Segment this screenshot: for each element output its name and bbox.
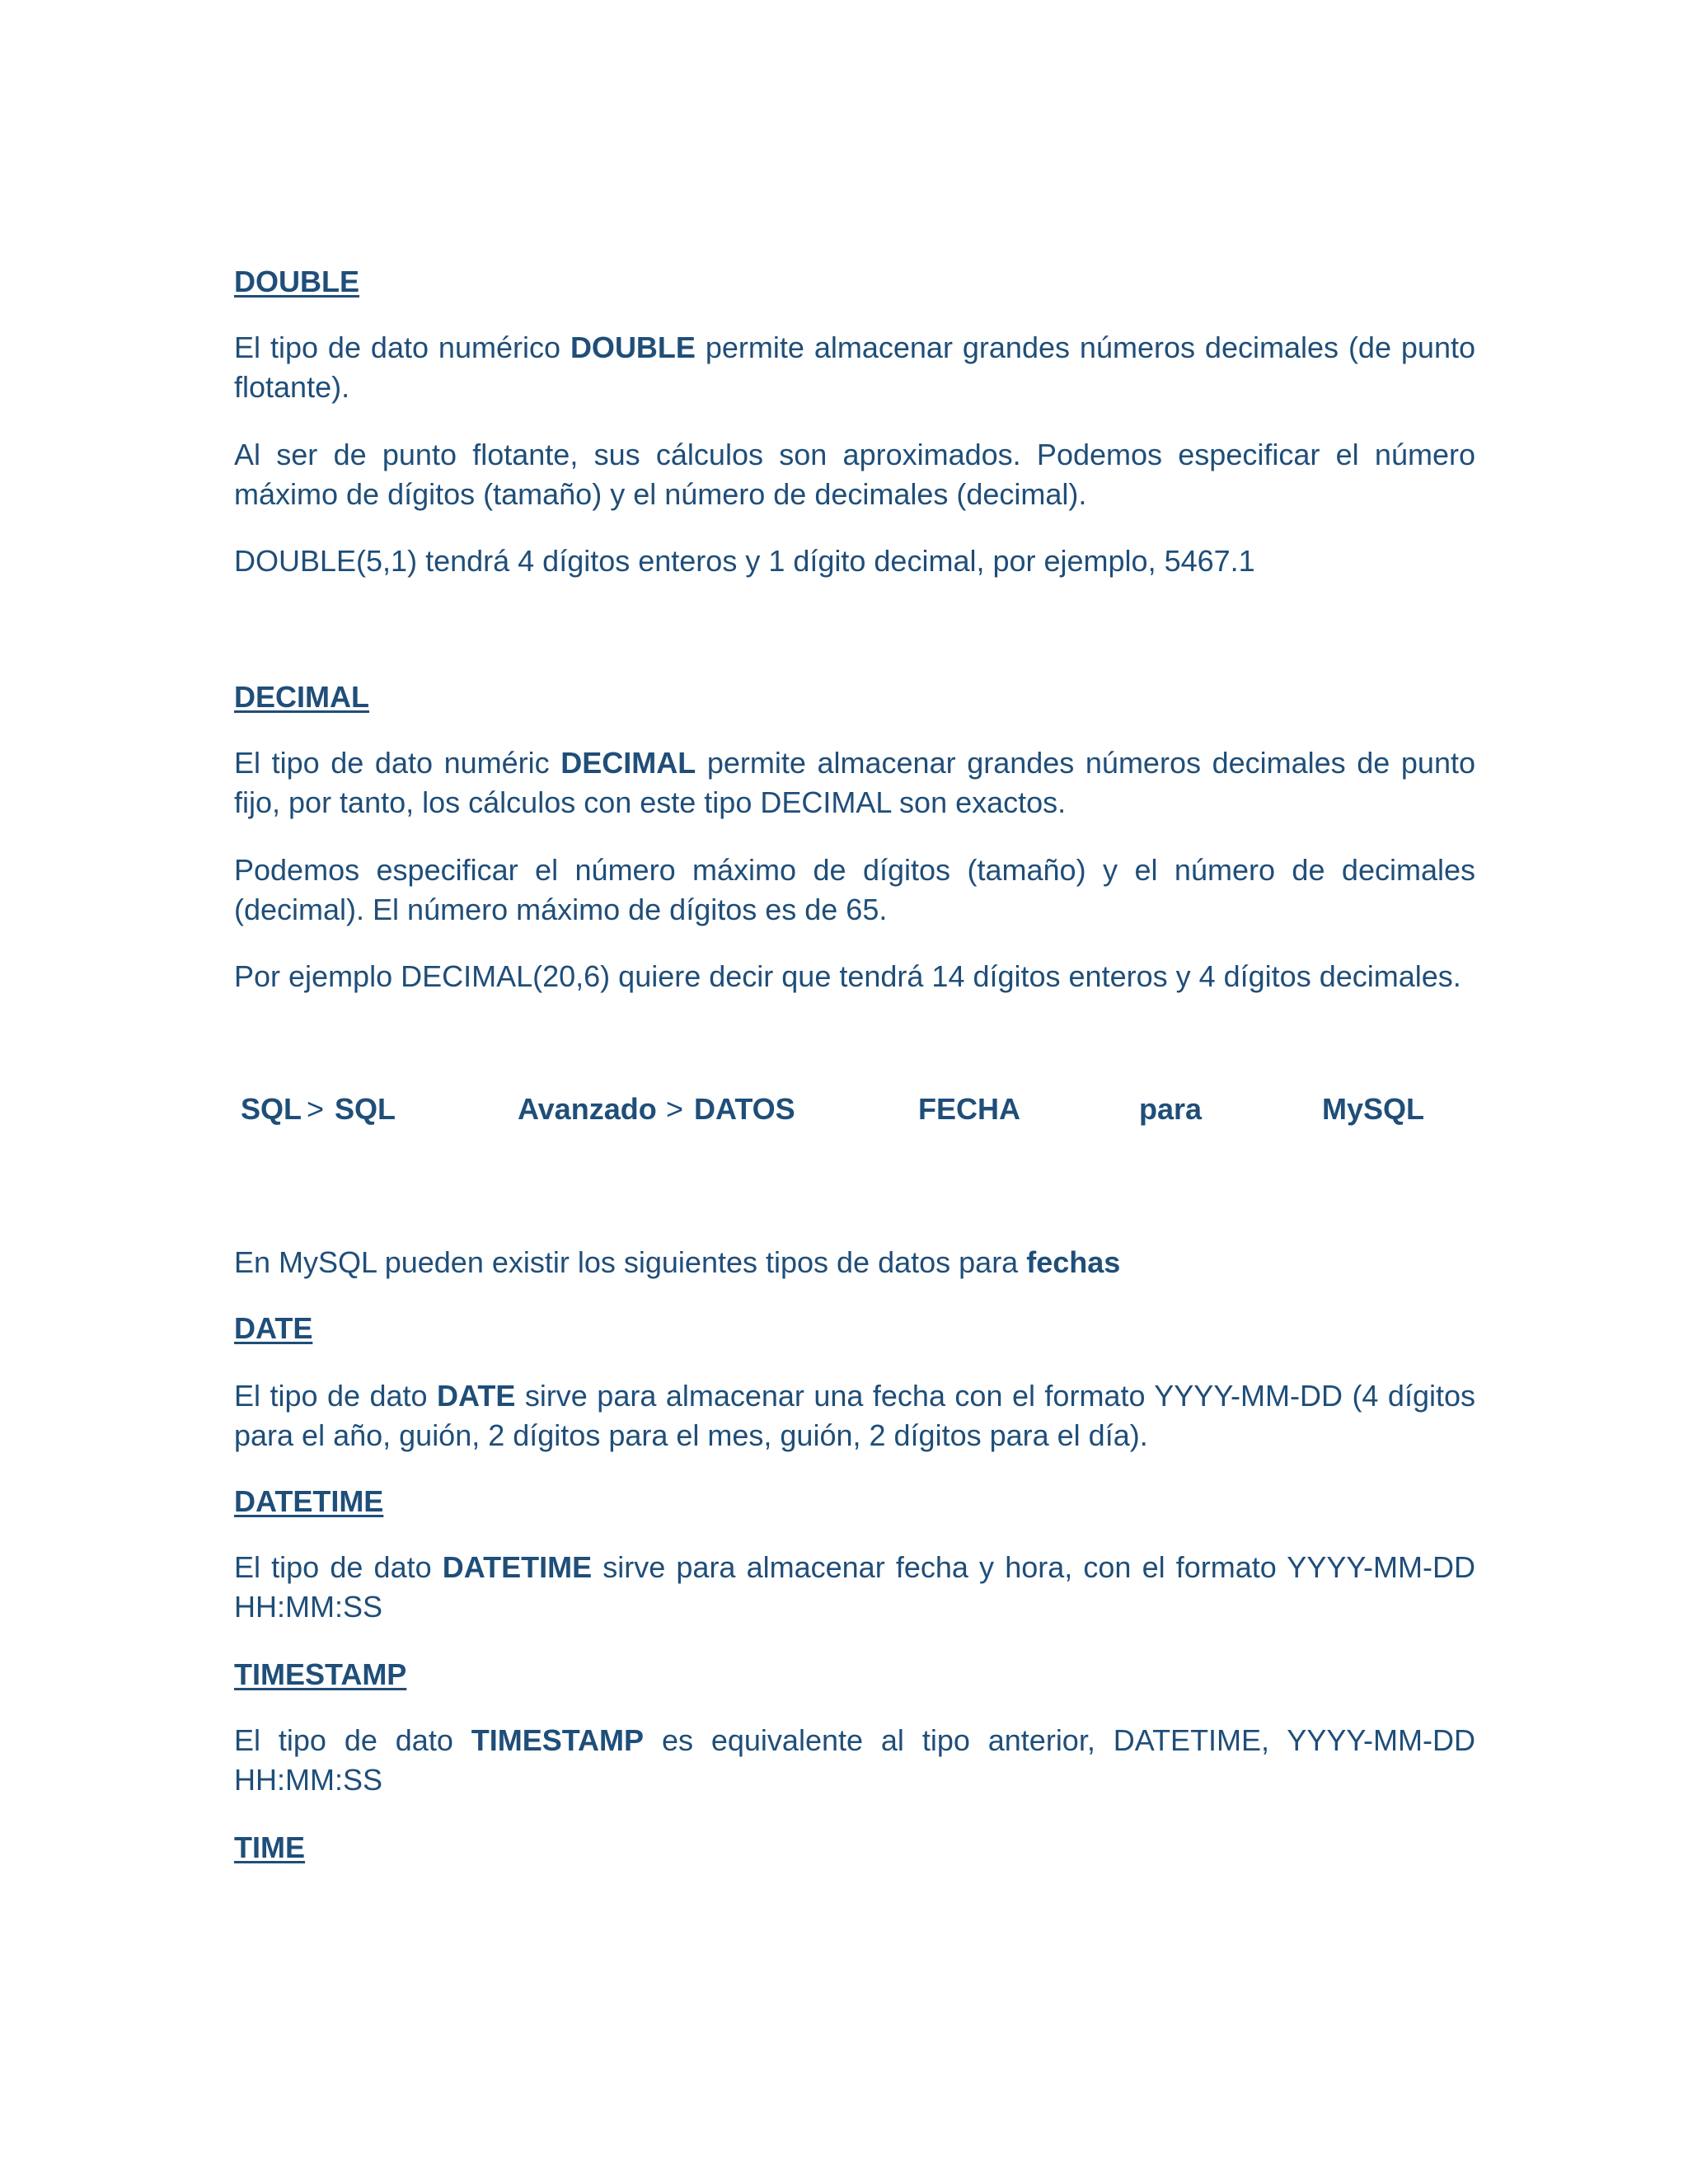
datetime-paragraph-1	[234, 1548, 1475, 1627]
breadcrumb-item-datos[interactable]: DATOS	[694, 1092, 795, 1126]
breadcrumb-item-para[interactable]: para	[1139, 1092, 1203, 1126]
breadcrumb-item-avanzado[interactable]: Avanzado	[518, 1092, 657, 1126]
date-p1-text-start: El tipo de dato	[234, 1379, 438, 1413]
double-p1-text-start: El tipo de dato numérico	[234, 330, 570, 364]
heading-timestamp: TIMESTAMP	[234, 1657, 407, 1691]
fechas-intro	[234, 1243, 1475, 1282]
timestamp-p1-text-start: El tipo de dato	[234, 1723, 471, 1757]
breadcrumb-item-mysql[interactable]: MySQL	[1322, 1092, 1425, 1126]
breadcrumb-item-sql-2[interactable]: SQL	[335, 1092, 396, 1126]
fechas-intro-bold: fechas	[1026, 1245, 1121, 1279]
double-paragraph-3: DOUBLE(5,1) tendrá 4 dígitos enteros y 1 dígito decimal, por ejemplo, 5467.1	[234, 544, 1255, 578]
double-p1-bold: DOUBLE	[570, 330, 696, 364]
heading-time: TIME	[234, 1830, 305, 1864]
decimal-paragraph-3: Por ejemplo DECIMAL(20,6) quiere decir que tendrá 14 dígitos enteros y 4 dígitos decimales.	[234, 959, 1461, 993]
breadcrumb-item-sql[interactable]: SQL	[241, 1092, 302, 1126]
date-p1-text-end: sirve para almacenar una fecha con el formato YYYY-MM-DD (4 dígitos para el año, guión, 2 dígitos para el mes, guión, 2 dígitos para el día).	[234, 1379, 1475, 1452]
decimal-paragraph-2: Podemos especificar el número máximo de dígitos (tamaño) y el número de decimales (decimal). El número máximo de dígitos es de 65.	[234, 853, 1475, 926]
breadcrumb-item-fecha[interactable]: FECHA	[918, 1092, 1020, 1126]
double-paragraph-2: Al ser de punto flotante, sus cálculos son aproximados. Podemos especificar el número máximo de dígitos (tamaño) y el número de decimales (decimal).	[234, 438, 1475, 511]
double-p1-text-end: permite almacenar grandes números decimales (de punto flotante).	[234, 330, 1476, 404]
heading-datetime: DATETIME	[234, 1484, 384, 1518]
decimal-p1-text-start: El tipo de dato numéric	[234, 746, 561, 780]
breadcrumb-separator: >	[307, 1092, 325, 1126]
timestamp-paragraph-1	[234, 1721, 1475, 1800]
datetime-p1-text-start: El tipo de dato	[234, 1550, 443, 1584]
breadcrumb-separator-2: >	[666, 1092, 684, 1126]
datetime-p1-text-end: sirve para almacenar fecha y hora, con el formato YYYY-MM-DD HH:MM:SS	[234, 1550, 1475, 1624]
decimal-p1-text-end: permite almacenar grandes números decimales de punto fijo, por tanto, los cálculos con este tipo DECIMAL son exactos.	[234, 746, 1475, 819]
fechas-intro-text: En MySQL pueden existir los siguientes tipos de datos para	[234, 1245, 1027, 1279]
timestamp-p1-text-end: es equivalente al tipo anterior, DATETIME, YYYY-MM-DD HH:MM:SS	[234, 1723, 1475, 1797]
breadcrumb	[234, 1090, 1475, 1129]
decimal-paragraph-1	[234, 743, 1475, 823]
date-paragraph-1	[234, 1376, 1475, 1455]
heading-date: DATE	[234, 1311, 313, 1345]
decimal-p1-bold: DECIMAL	[560, 746, 696, 780]
heading-decimal: DECIMAL	[234, 680, 369, 714]
timestamp-p1-bold: TIMESTAMP	[471, 1723, 645, 1757]
datetime-p1-bold: DATETIME	[442, 1550, 593, 1584]
date-p1-bold: DATE	[437, 1379, 516, 1413]
double-paragraph-1	[234, 328, 1475, 407]
heading-double: DOUBLE	[234, 265, 359, 298]
